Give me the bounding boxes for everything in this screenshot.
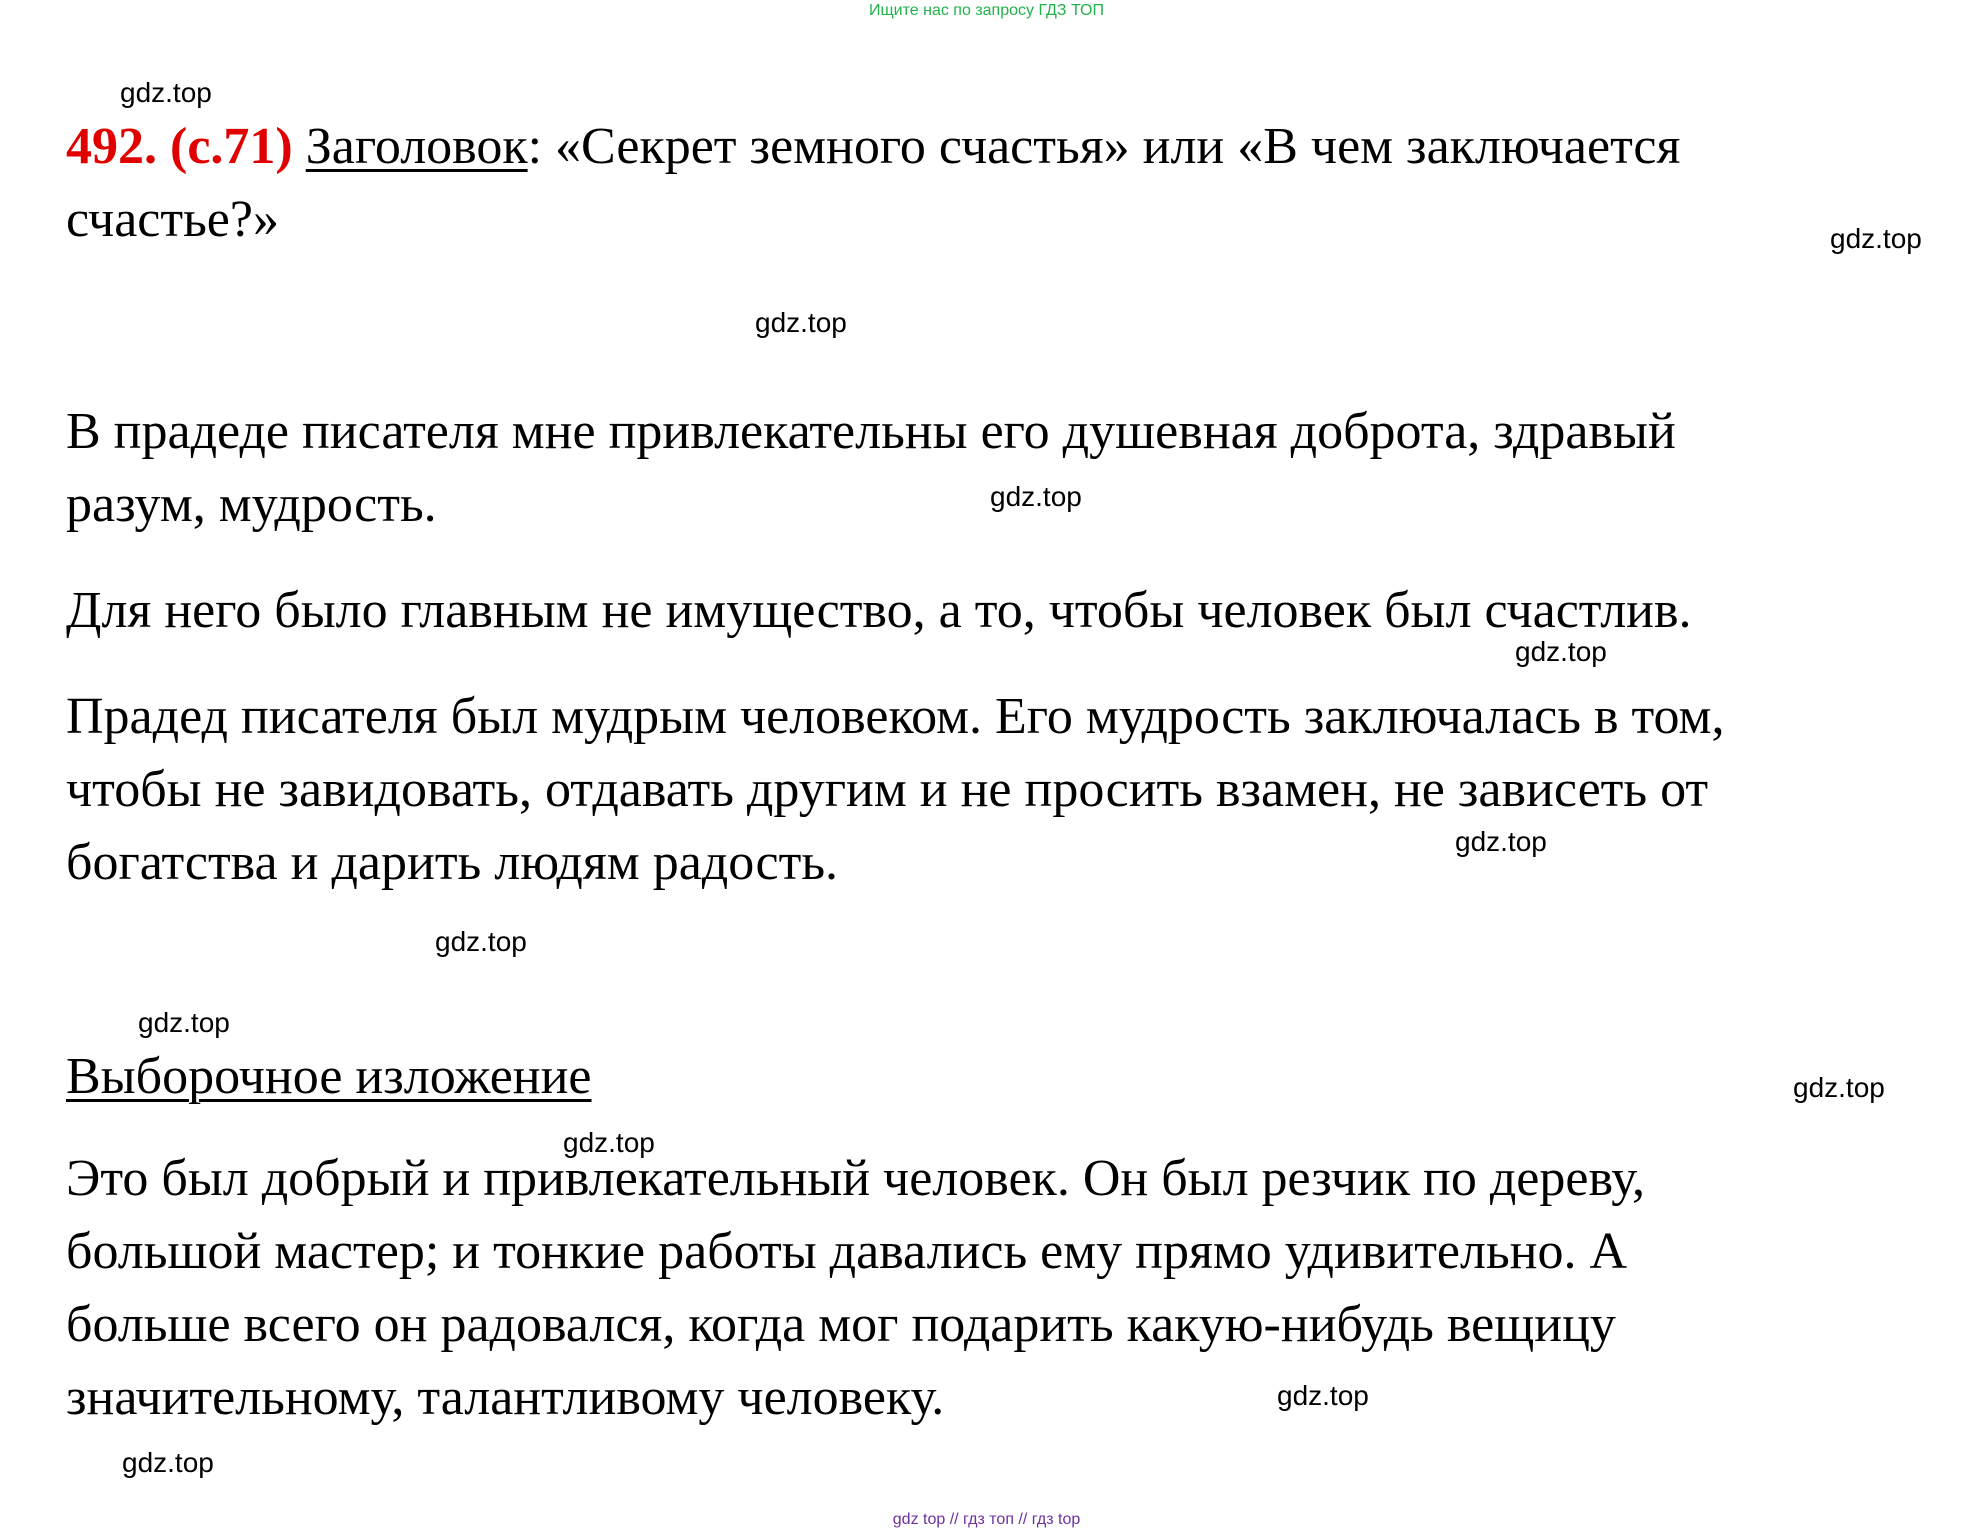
paragraph-3-line-2: чтобы не завидовать, отдавать другим и не просить взамен, не зависеть от — [66, 761, 1709, 818]
section-heading — [66, 1040, 1966, 1113]
paragraph-1 — [66, 395, 1966, 541]
watermark: gdz.top — [435, 926, 527, 957]
paragraph-1-line-1: В прадеде писателя мне привлекательны его душевная доброта, здравый — [66, 403, 1676, 460]
watermark: gdz.top — [1515, 636, 1607, 667]
search-banner: Ищите нас по запросу ГДЗ ТОП — [869, 2, 1104, 19]
section-text-line-3: больше всего он радовался, когда мог подарить какую-нибудь вещицу — [66, 1296, 1616, 1353]
section-text-line-1: Это был добрый и привлекательный человек. Он был резчик по дереву, — [66, 1150, 1646, 1207]
paragraph-3-line-3: богатства и дарить людям радость. — [66, 834, 839, 891]
task-heading-line-1 — [66, 110, 1966, 183]
watermark: gdz.top — [120, 77, 212, 108]
task-number: 492. (с.71) — [66, 118, 293, 175]
paragraph-3-line-1: Прадед писателя был мудрым человеком. Его мудрость заключалась в том, — [66, 688, 1725, 745]
watermark: gdz.top — [122, 1447, 214, 1478]
watermark: gdz.top — [138, 1007, 230, 1038]
watermark: gdz.top — [1277, 1380, 1369, 1411]
paragraph-3 — [66, 680, 1966, 899]
watermark: gdz.top — [1455, 826, 1547, 857]
footer-links: gdz top // гдз топ // гдз top — [892, 1511, 1081, 1528]
watermark: gdz.top — [1830, 223, 1922, 254]
title-label: Заголовок — [305, 118, 528, 175]
watermark: gdz.top — [1793, 1072, 1885, 1103]
task-heading-line-2: счастье?» — [66, 191, 279, 248]
section-text — [66, 1142, 1966, 1434]
watermark: gdz.top — [563, 1127, 655, 1158]
paragraph-2 — [66, 574, 1966, 647]
title-options: : «Секрет земного счастья» или «В чем заключается — [527, 118, 1681, 175]
section-heading-text: Выборочное изложение — [66, 1048, 592, 1105]
section-text-line-4: значительному, талантливому человеку. — [66, 1369, 945, 1426]
task-heading — [66, 110, 1966, 256]
paragraph-2-line-1: Для него было главным не имущество, а то, чтобы человек был счастлив. — [66, 582, 1692, 639]
watermark: gdz.top — [755, 307, 847, 338]
watermark: gdz.top — [990, 481, 1082, 512]
paragraph-1-line-2: разум, мудрость. — [66, 476, 437, 533]
section-text-line-2: большой мастер; и тонкие работы давались ему прямо удивительно. А — [66, 1223, 1628, 1280]
